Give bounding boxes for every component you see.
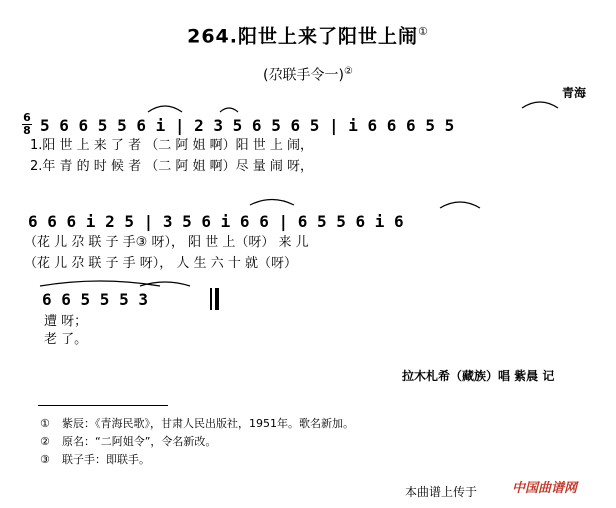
song-subtitle (0, 67, 616, 83)
time-signature-top: 6 (23, 111, 31, 124)
subtitle-footnote-mark: ② (343, 66, 353, 77)
footnote-3-mark: ③ (40, 453, 50, 466)
footnote-2-mark: ② (40, 435, 50, 448)
final-barline-thick (215, 288, 219, 310)
slur-3 (522, 102, 558, 108)
site-logo: 中国曲谱网 (512, 481, 578, 496)
lyric-line-3-verse-2: 老 了。 (44, 332, 88, 347)
notation-line-2: 6 6 6 i 2 5 | 3 5 6 i 6 6 | 6 5 5 6 i 6 (28, 212, 404, 231)
footnote-1-text: 紫辰：《青海民歌》，甘肃人民出版社，1951年。歌名新加。 (62, 417, 354, 430)
region-label: 青海 (562, 86, 587, 100)
song-title-text: 264.阳世上来了阳世上闹 (187, 25, 418, 48)
slur-6 (40, 281, 160, 286)
performer-credit: 拉木札希（藏族）唱 紫晨 记 (402, 369, 555, 383)
song-title (0, 26, 616, 46)
final-barline-thin (210, 288, 212, 310)
lyric-line-2-verse-1: （花 儿 尕 联 子 手③ 呀）， 阳 世 上（呀） 来 儿 (24, 235, 309, 250)
footnote-1 (40, 418, 354, 429)
song-subtitle-text: (尕联手令一) (263, 67, 344, 84)
time-signature-bottom: 8 (23, 124, 31, 137)
footnote-1-mark: ① (40, 417, 50, 430)
notation-line-3: 6 6 5 5 5 3 (42, 290, 148, 309)
footnote-2-text: 原名：“二阿姐令”，令名新改。 (62, 435, 217, 448)
notation-line-1: 5 6 6 5 5 6 i | 2 3 5 6 5 6 5 | i 6 6 6 5 5 (40, 116, 455, 135)
lyric-line-3-verse-1: 遭 呀； (44, 314, 88, 329)
lyric-line-1-verse-2: 2.年 青 的 时 候 者 （二 阿 姐 啊）尽 量 闹 呀， (30, 159, 313, 174)
slur-7 (140, 282, 190, 286)
lyric-line-1-verse-1: 1.阳 世 上 来 了 者 （二 阿 姐 啊）阳 世 上 闹， (30, 138, 313, 153)
slur-4 (250, 200, 294, 206)
footnote-3-text: 联子手：即联手。 (62, 453, 150, 466)
title-footnote-mark: ① (418, 25, 429, 38)
lyric-line-2-verse-2: （花 儿 尕 联 子 手 呀）， 人 生 六 十 就（呀） (24, 256, 297, 271)
slur-1 (148, 106, 182, 112)
footnote-3 (40, 454, 150, 465)
source-text: 本曲谱上传于 (405, 485, 478, 499)
slur-5 (440, 202, 480, 208)
footnote-2 (40, 436, 216, 447)
slur-2 (220, 108, 238, 112)
time-signature (22, 112, 32, 137)
footnote-divider (38, 405, 168, 406)
